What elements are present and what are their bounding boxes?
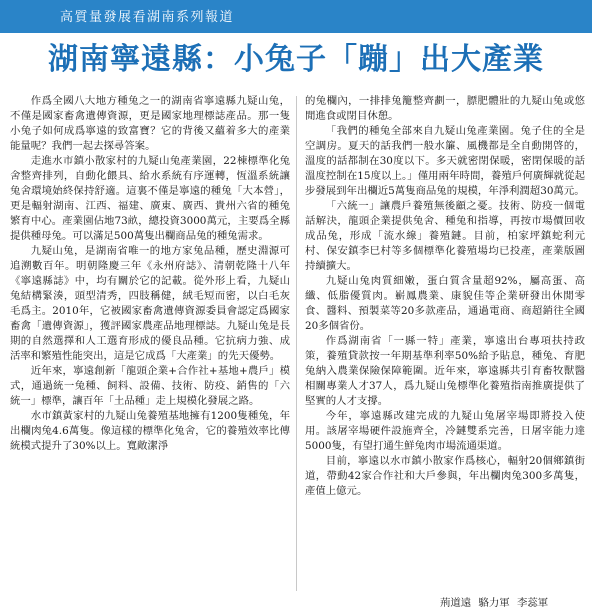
article-paragraph: 的兔欄內，一排排兔籠整齊劃一，膘肥體壯的九疑山兔或悠閒進食或閉目休憩。 [305,95,585,122]
article-paragraph: 「六統一」讓農戶養殖無後顧之憂。技術、防疫一個電話解決，龍頭企業提供兔舍、種兔和指導，再按市場價回收成品兔，形成「流水線」養殖鏈。目前，柏家坪鎮蛇利元村、保安鎮李巳村等多個標準化養殖場均已投產，產業版圖持續擴大。 [305,200,585,272]
author-byline: 荊道遠 駱力軍 李蕊軍 [440,597,549,609]
article-column-right [305,94,585,592]
article-paragraph: 九疑山兔，是湖南省唯一的地方家兔品種，歷史淵源可追溯數百年。明朝隆慶三年《永州府誌》、清朝乾隆十八年《寧遠縣誌》中，均有關於它的記載。從外形上看，九疑山兔結構緊湊，頭型清秀，四肢稱健，絨毛短而密，以白毛灰毛爲主。2010年，它被國家畜禽遺傳資源委員會認定爲國家畜禽「遺傳資源」，獲評國家農產品地理標誌。九疑山兔是長期的自然選擇和人工選育形成的優良品種。它抗病力強、成活率和繁殖性能突出，這是它成爲「大產業」的先天優勢。 [10,245,290,362]
article-paragraph: 目前，寧遠以水市鎮小散家作爲核心，輻射20個鄉鎮街道，帶動42家合作社和大戶參與，年出欄肉兔300多萬隻，產值上億元。 [305,455,585,497]
article-paragraph: 今年，寧遠縣改建完成的九疑山兔屠宰場即將投入使用。該屠宰場硬件設施齊全，冷鏈雙系完善，日屠宰能力達5000隻，有望打通生鮮兔肉市場流通渠道。 [305,410,585,452]
article-paragraph: 近年來，寧遠創新「龍頭企業+合作社+基地+農戶」模式，通過統一兔種、飼料、設備、技術、防疫、銷售的「六統一」標準，讓百年「土品種」走上規模化發展之路。 [10,365,290,407]
article-paragraph: 走進水市鎮小散家村的九疑山兔產業園，22棟標準化兔舍整齊排列，自動化餵具、給水系統有序運轉，恆溫系統讓兔舍環境始終保持舒適。這裏不僅是寧遠的種兔「大本營」，更是輻射湖南、江西、福建、廣東、廣西、貴州六省的種兔繁育中心。產業園佔地73畝，總投資3000萬元，主要爲全縣提供種母兔。可以滿足500萬隻出欄商品兔的種兔需求。 [10,155,290,242]
article-paragraph: 作爲全國八大地方種兔之一的湖南省寧遠縣九疑山兔，不僅是國家畜禽遺傳資源，更是國家地理標誌產品。那一隻小兔子如何成爲寧遠的致富寶？它的背後又蘊着多大的產業能量呢？我們一起去探尋答案。 [10,95,290,152]
article-paragraph: 水市鎮黃家村的九疑山兔養殖基地擁有1200隻種兔，年出欄肉兔4.6萬隻。像這樣的標準化兔舍，它的養殖效率比傳統模式提升了30%以上。寬敞潔淨 [10,410,290,452]
article-paragraph: 九疑山兔肉質細嫩，蛋白質含量超92%，屬高蛋、高纖、低脂優質肉。嶄鳳農業、康貌佳等企業研發出休閒零食、醬料、預製菜等20多款產品，通過電商、商超銷往全國20多個省份。 [305,275,585,332]
article-column-left [10,94,290,592]
article-headline: 湖南寧遠縣：小兔子「蹦」出大產業 [48,42,544,77]
series-banner [0,0,592,33]
column-divider [296,96,297,591]
article-paragraph: 作爲湖南省「一縣一特」產業，寧遠出台專項扶持政策，養殖貸款按一年期基準利率50%給予貼息，種兔、育肥兔納入農業保險保障範圍。近年來，寧遠縣共引育畜牧獸醫相關專業人才37人，爲九疑山兔標準化養殖指南推廣提供了堅實的人才支撐。 [305,335,585,407]
series-banner-text: 高質量發展看湖南系列報道 [60,10,235,25]
article-paragraph: 「我們的種兔全部來自九疑山兔產業園。兔子住的全是空調房。夏天的話我們一般水簾、風機都是全自動開啓的，溫度的話都制在30度以下。多天就密閉保暖，密閉保暖的話溫度控制在15度以上。」僅用兩年時間，養殖戶何廣輝就從起步發展到年出欄近5萬隻商品兔的規模，年淨利潤超30萬元。 [305,125,585,197]
